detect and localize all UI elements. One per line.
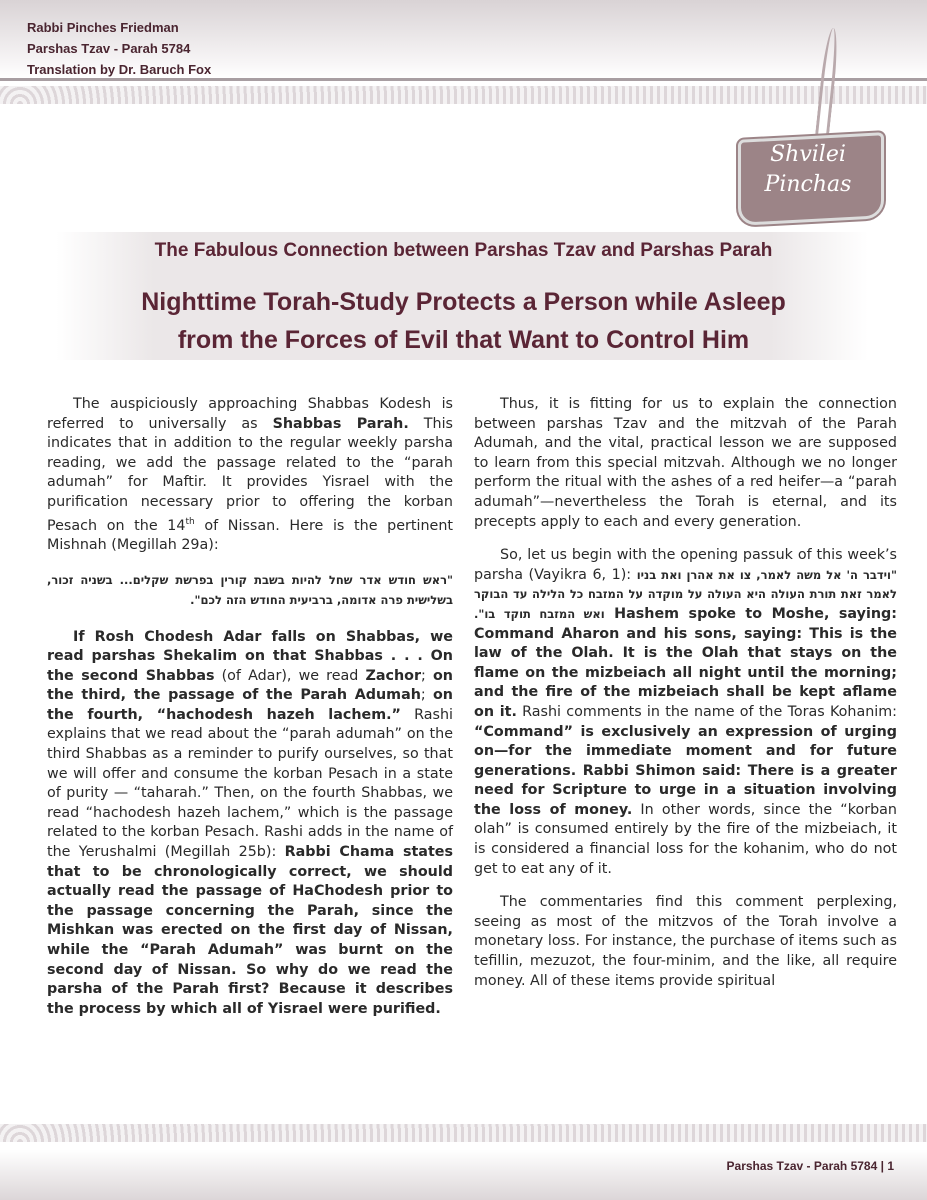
page-title: Nighttime Torah-Study Protects a Person while Asleep from the Forces of Evil that Want to Control Him	[141, 288, 786, 354]
bold-text: Shabbas Parah.	[272, 415, 409, 432]
text: Rashi comments in the name of the Toras Kohanim:	[516, 703, 897, 720]
left-column	[47, 395, 453, 1033]
text: So, let us begin with the opening passuk of this week’s parsha (Vayikra 6, 1):	[474, 547, 897, 583]
paragraph	[474, 546, 897, 879]
bold-text: Zachor	[365, 667, 422, 684]
text: th	[185, 516, 195, 527]
bold-text: Hashem spoke to Moshe, saying: Command Aharon and his sons, saying: This is the law of the Olah. It is the Olah that stays on the flame on the mizbeiach all night until the morning; and the fire of the mizbeiach shall be kept aflame on it.	[474, 605, 897, 720]
text: "ראש חודש אדר שחל להיות בשבת קורין בפרשת שקלים... בשניה זכור, בשלישית פרה אדומה, ברביעית החודש הזה לכם".	[47, 572, 453, 607]
paragraph	[474, 395, 897, 532]
text: In other words, since the “korban olah” is consumed entirely by the fire of the mizbeiach, it is considered a financial loss for the kohanim, who do not get to eat any of it.	[474, 801, 897, 877]
parsha-label: Parshas Tzav - Parah 5784	[27, 41, 191, 56]
footer-ornament	[0, 1124, 927, 1142]
right-column	[474, 395, 897, 1005]
author: Rabbi Pinches Friedman	[27, 20, 179, 35]
text: (of Adar), we read	[214, 667, 366, 684]
text: Rashi explains that we read about the “parah adumah” on the third Shabbas as a reminder to purify ourselves, so that we will offer and consume the korban Pesach in a state of purity — “taharah.” Then, on the fourth Shabbas, we read “hachodesh hazeh lachem,” which is the passage related to the korban Pesach. Rashi adds in the name of the Yerushalmi (Megillah 25b):	[47, 706, 453, 861]
bold-text: If Rosh Chodesh Adar falls on Shabbas, we read parshas Shekalim on that Shabbas . . . On the second Shabbas	[47, 628, 453, 684]
footer-text: Parshas Tzav - Parah 5784	[726, 1159, 878, 1173]
bold-text: “Command” is exclusively an expression of urging on—for the immediate moment and for future generations. Rabbi Shimon said: There is a greater need for Scripture to urge in a situation involving the loss of money.	[474, 723, 897, 818]
text: This indicates that in addition to the regular weekly parsha reading, we add the passage related to the “parah adumah” for Maftir. It provides Yisrael with the purification necessary prior to offering the korban Pesach on the 14	[47, 415, 453, 534]
subtitle: The Fabulous Connection between Parshas Tzav and Parshas Parah	[154, 240, 773, 261]
text: Thus, it is fitting for us to explain the connection between parshas Tzav and the mitzvah of the Parah Adumah, and the vital, practical lesson we are supposed to learn from this special mitzvah. Although we no longer perform the ritual with the ashes of a red heifer—a “parah adumah”—nevertheless the Torah is eternal, and its precepts apply to each and every generation.	[474, 396, 897, 530]
translator: Translation by Dr. Baruch Fox	[27, 62, 212, 77]
bold-text: on the third, the passage of the Parah Adumah	[47, 667, 453, 704]
document-header	[27, 17, 211, 80]
bold-text: Rabbi Chama states that to be chronologically correct, we should actually read the passage of HaChodesh prior to the passage concerning the Parah, since the Mishkan was erected on the first day of Nissan, while the “Parah Adumah” was burnt on the second day of Nissan. So why do we read the parsha of the Parah first? Because it describes the process by which all of Yisrael were purified.	[47, 844, 453, 1017]
hebrew-text: "וידבר ה' אל משה לאמר, צו את אהרן ואת בניו לאמר זאת תורת העולה היא העולה על מוקדה על המזבח כל הלילה עד הבוקר ואש המזבח תוקד בו".	[474, 567, 897, 621]
flame-icon	[814, 28, 841, 148]
page-footer: Parshas Tzav - Parah 5784 | 1	[726, 1159, 894, 1173]
footer-band	[0, 1150, 927, 1200]
text: The commentaries find this comment perplexing, seeing as most of the mitzvos of the Torah involve a monetary loss. For instance, the purchase of items such as tefillin, mezuzot, the four-minim, and the like, all require money. All of these items provide spiritual	[474, 894, 897, 989]
paragraph	[47, 395, 453, 556]
shvilei-pinchas-logo: Shvilei Pinchas	[738, 28, 888, 328]
paragraph	[474, 893, 897, 991]
text: ;	[420, 687, 433, 704]
text: The auspiciously approaching Shabbas Kodesh is referred to universally as	[47, 396, 453, 432]
hebrew-quote	[47, 570, 453, 610]
bold-text: on the fourth, “hachodesh hazeh lachem.”	[47, 687, 453, 723]
text: of Nissan. Here is the pertinent Mishnah (Megillah 29a):	[47, 517, 454, 553]
page-number: 1	[887, 1159, 894, 1173]
text: ;	[421, 667, 433, 684]
paragraph	[47, 628, 453, 1020]
